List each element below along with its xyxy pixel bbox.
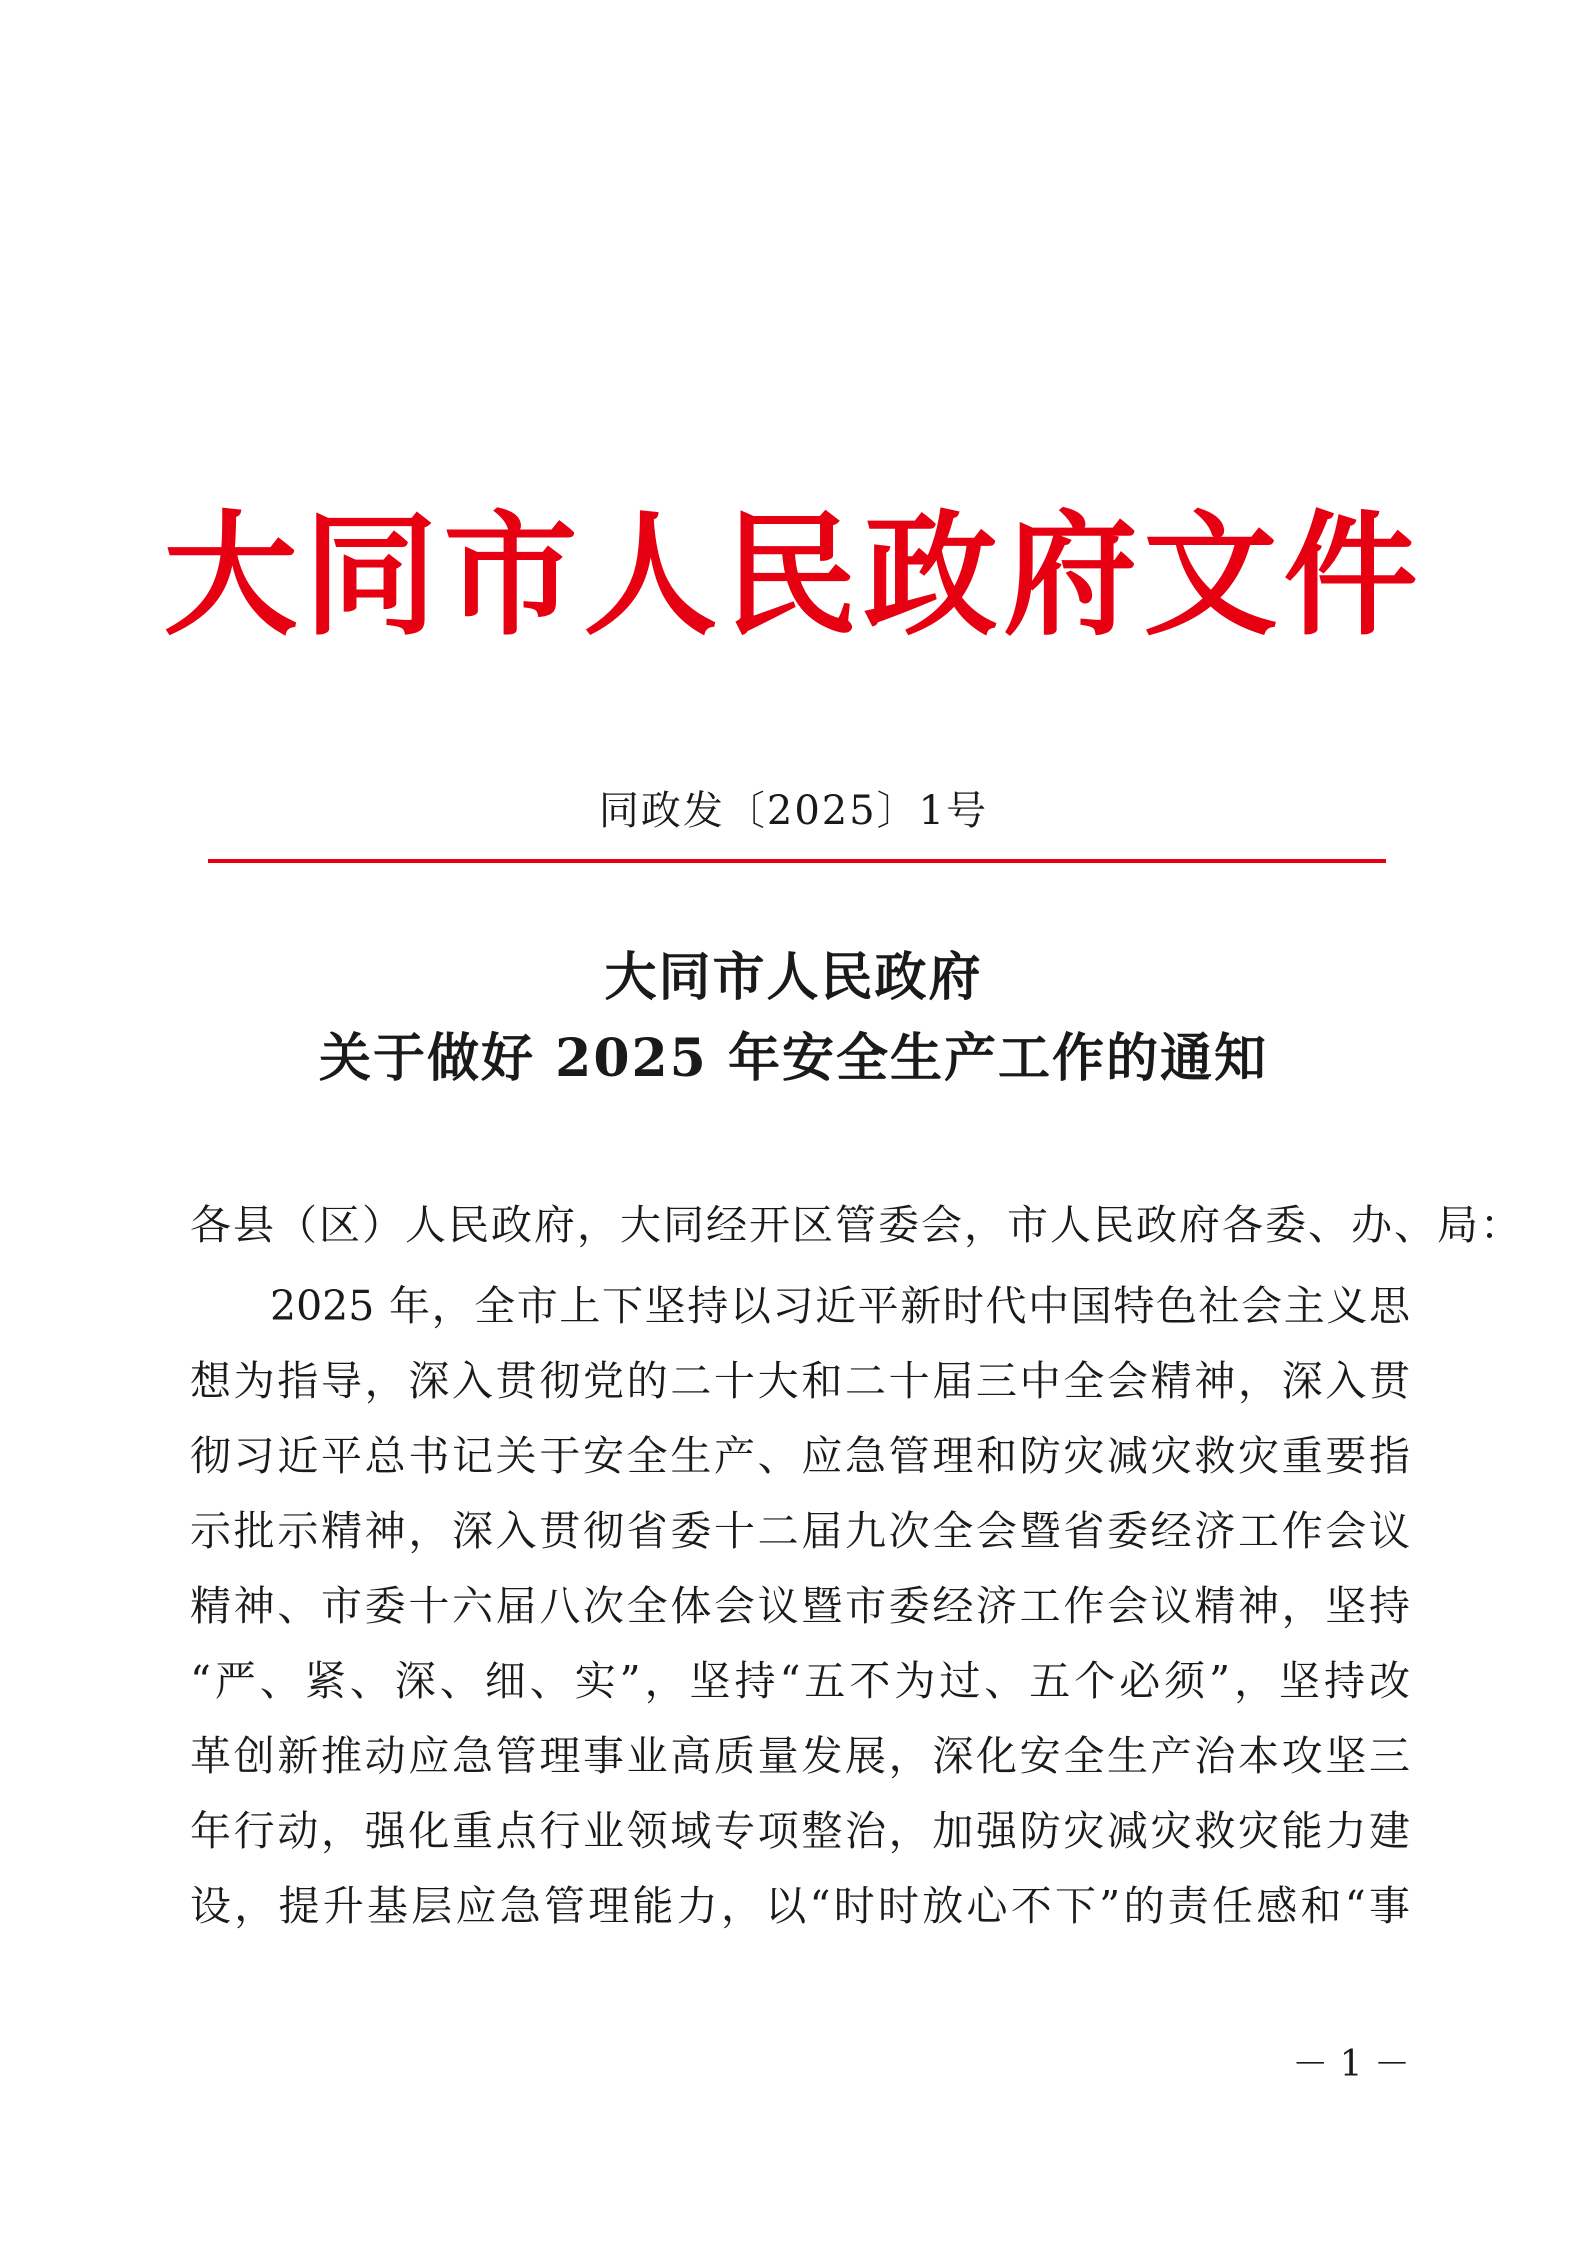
body-text-line: 设，提升基层应急管理能力，以“时时放心不下”的责任感和“事 [190,1882,1410,1930]
body-text-line: “严、紧、深、细、实”，坚持“五不为过、五个必须”，坚持改 [190,1657,1410,1705]
body-text-line: 精神、市委十六届八次全体会议暨市委经济工作会议精神，坚持 [190,1582,1410,1630]
salutation: 各县（区）人民政府，大同经开区管委会，市人民政府各委、办、局： [190,1201,1523,1249]
notice-title-line-2: 关于做好 2025 年安全生产工作的通知 [319,1028,1268,1089]
notice-title-line-1: 大同市人民政府 [604,947,983,1008]
document-number: 同政发〔2025〕1号 [598,788,989,834]
body-text-line: 示批示精神，深入贯彻省委十二届九次全会暨省委经济工作会议 [190,1507,1410,1555]
body-text-line: 想为指导，深入贯彻党的二十大和二十届三中全会精神，深入贯 [190,1357,1410,1405]
masthead-title: 大同市人民政府文件 [163,496,1424,654]
body-text-line: 革创新推动应急管理事业高质量发展，深化安全生产治本攻坚三 [190,1732,1410,1780]
red-divider-line [208,859,1386,863]
body-text-line: 年行动，强化重点行业领域专项整治，加强防灾减灾救灾能力建 [190,1807,1410,1855]
body-text-line: 2025 年，全市上下坚持以习近平新时代中国特色社会主义思 [270,1282,1410,1330]
page-number: － 1 － [1292,2044,1410,2085]
body-text-line: 彻习近平总书记关于安全生产、应急管理和防灾减灾救灾重要指 [190,1432,1410,1480]
